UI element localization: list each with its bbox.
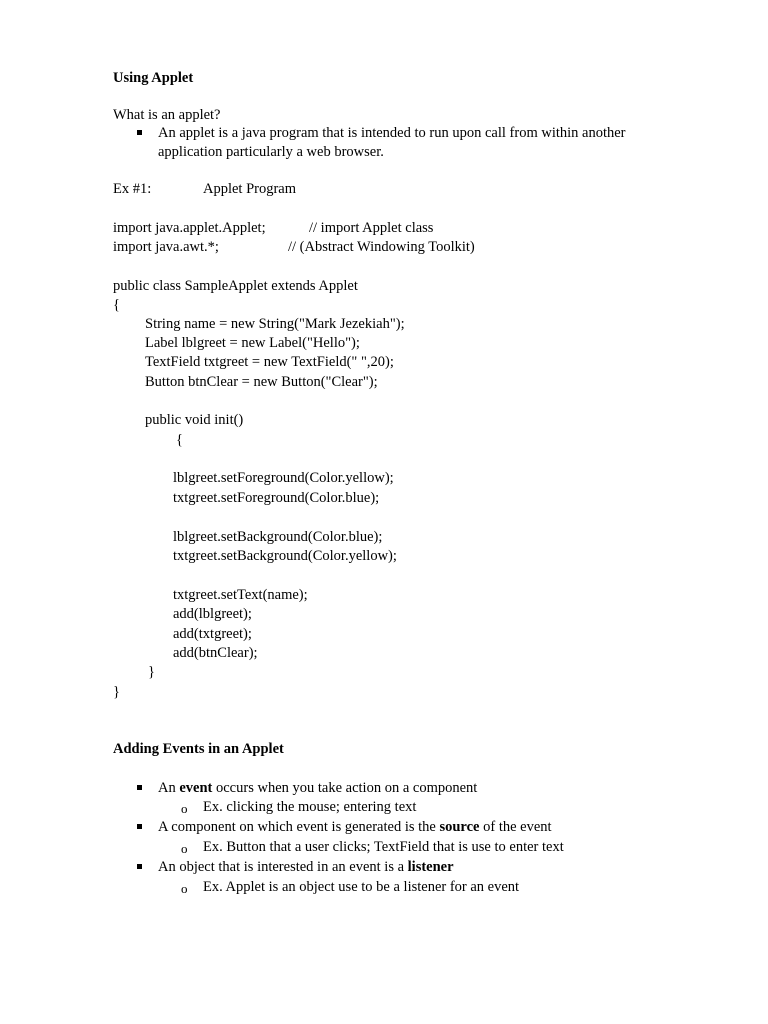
method-declaration: public void init() [145, 412, 244, 428]
square-bullet-icon [137, 130, 142, 135]
class-close-brace: } [113, 684, 120, 700]
section-heading-adding-events: Adding Events in an Applet [113, 741, 284, 757]
event-term-bold: source [439, 819, 480, 835]
import-comment-2: // (Abstract Windowing Toolkit) [288, 239, 475, 255]
import-line-1: import java.applet.Applet; [113, 220, 266, 236]
import-line-2: import java.awt.*; [113, 239, 219, 255]
event-sub-item: Ex. clicking the mouse; entering text [203, 799, 417, 815]
code-field-line: Button btnClear = new Button("Clear"); [145, 374, 378, 390]
code-body-line: lblgreet.setBackground(Color.blue); [173, 529, 383, 545]
method-close-brace: } [148, 664, 155, 680]
event-item-text: of the event [479, 819, 552, 835]
import-comment-1: // import Applet class [309, 220, 434, 236]
code-body-line: txtgreet.setBackground(Color.yellow); [173, 548, 397, 564]
code-body-line: txtgreet.setText(name); [173, 587, 308, 603]
circle-bullet-icon: o [181, 881, 188, 896]
code-body-line: txtgreet.setForeground(Color.blue); [173, 490, 380, 506]
event-item-text: An object that is interested in an event is a [158, 859, 408, 875]
event-item-text: An [158, 780, 180, 796]
square-bullet-icon [137, 785, 142, 790]
event-item [158, 818, 552, 838]
code-field-line: String name = new String("Mark Jezekiah"); [145, 316, 405, 332]
definition-line-1: An applet is a java program that is intended to run upon call from within another [158, 125, 626, 141]
class-declaration: public class SampleApplet extends Applet [113, 278, 358, 294]
code-field-line: Label lblgreet = new Label("Hello"); [145, 335, 360, 351]
event-sub-item: Ex. Button that a user clicks; TextField that is use to enter text [203, 839, 564, 855]
event-sub-item: Ex. Applet is an object use to be a listener for an event [203, 879, 520, 895]
section-heading-using-applet: Using Applet [113, 70, 194, 86]
circle-bullet-icon: o [181, 841, 188, 856]
event-item [158, 858, 454, 878]
code-field-line: TextField txtgreet = new TextField(" ",20); [145, 354, 394, 370]
code-body-line: add(lblgreet); [173, 606, 252, 622]
class-open-brace: { [113, 297, 120, 313]
event-term-bold: listener [407, 859, 454, 875]
circle-bullet-icon: o [181, 801, 188, 816]
example-label: Ex #1: [113, 181, 152, 197]
square-bullet-icon [137, 824, 142, 829]
code-body-line: add(btnClear); [173, 645, 258, 661]
example-title: Applet Program [203, 181, 297, 197]
method-open-brace: { [176, 432, 183, 448]
event-item [158, 779, 477, 799]
square-bullet-icon [137, 864, 142, 869]
event-item-text: occurs when you take action on a component [212, 780, 478, 796]
code-body-line: add(txtgreet); [173, 626, 252, 642]
event-term-bold: event [179, 780, 213, 796]
definition-line-2: application particularly a web browser. [158, 144, 384, 160]
question-text: What is an applet? [113, 107, 221, 123]
code-body-line: lblgreet.setForeground(Color.yellow); [173, 470, 394, 486]
event-item-text: A component on which event is generated is the [158, 819, 440, 835]
